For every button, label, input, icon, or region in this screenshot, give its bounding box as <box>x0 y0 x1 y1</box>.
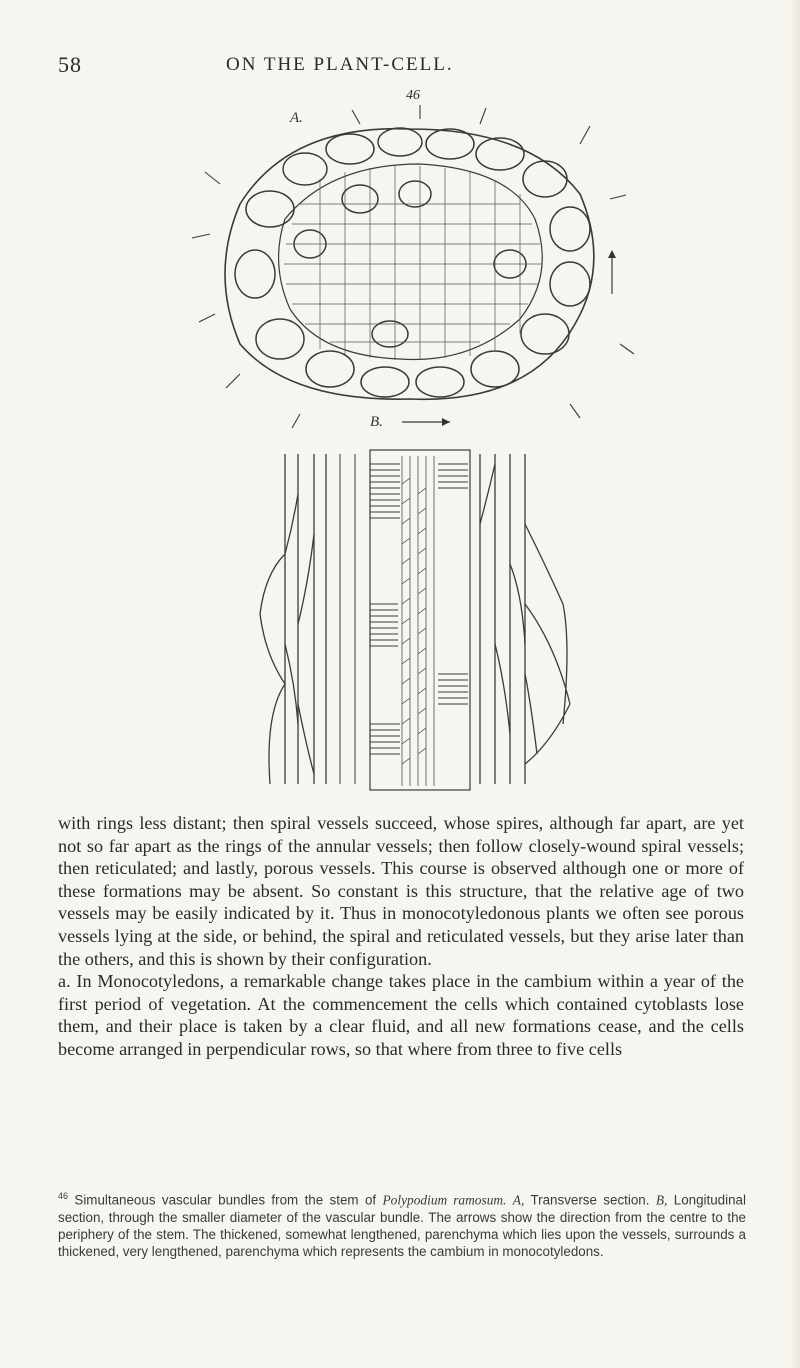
figure-engraving <box>180 84 640 804</box>
footnote-label-b: B, <box>655 1192 668 1208</box>
footnote-text-1: Simultaneous vascular bundles from the stem of <box>74 1192 383 1208</box>
running-title: ON THE PLANT-CELL. <box>226 54 454 75</box>
arrow-up-icon <box>608 250 616 294</box>
footnote-text-b: Longitudinal section, through the smaller diameter of the vascular bundle. The arrows show the direction from the centre to the periphery of the stem. The thickened, somewhat lengthened, parenchyma which lies upon the vessels, surrounds a thickened, very lengthened, parenchyma which represents the cambium in monocotyledons. <box>58 1192 746 1260</box>
figure-number: 46 <box>406 88 420 103</box>
page-edge <box>790 0 800 1368</box>
footnote-genus: Polypodium ramosum. <box>382 1192 507 1208</box>
page-header <box>58 52 748 82</box>
figure-46 <box>180 84 640 804</box>
body-text <box>58 812 744 1061</box>
label-a: A. <box>290 110 303 126</box>
arrow-right-icon <box>402 418 450 426</box>
longitudinal-section <box>260 450 570 790</box>
transverse-section <box>192 105 634 430</box>
label-b: B. <box>370 414 383 430</box>
footnote-text-a: Transverse section. <box>524 1192 656 1208</box>
footnote-marker: 46 <box>58 1191 69 1201</box>
paragraph-2: a. In Monocotyledons, a remarkable change takes place in the cambium within a year of the first period of vegetation. At the commencement the cells which contained cytoblasts lose them, and their place is taken by a clear fluid, and all new formations cease, and the cells become arranged in perpendicular rows, so that where from three to five cells <box>58 971 744 1059</box>
footnote-label-a: A, <box>512 1192 525 1208</box>
paragraph-1: with rings less distant; then spiral vessels succeed, whose spires, although far apart, are yet not so far apart as the rings of the annular vessels; then follow closely-wound spiral vessels; then reticulated; and lastly, porous vessels. This course is observed although one or more of these formations may be absent. So constant is this structure, that the relative age of two vessels may be easily indicated by it. Thus in monocotyledonous plants we often see porous vessels lying at the side, or behind, the spiral and reticulated vessels, but they arise later than the others, and this is shown by their configuration. <box>58 813 744 969</box>
footnote <box>58 1188 746 1260</box>
page-number: 58 <box>58 52 82 77</box>
